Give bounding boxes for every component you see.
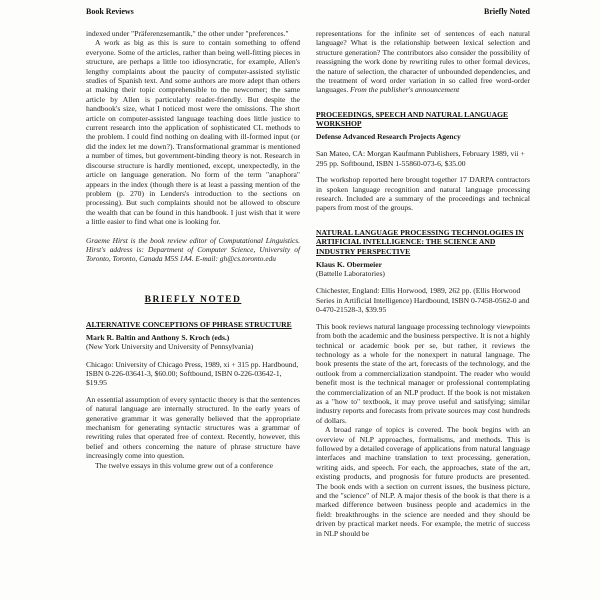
entry-authors: Defense Advanced Research Projects Agency: [316, 132, 461, 142]
reviewer-note: Graeme Hirst is the book review editor of Computational Linguistics. Hirst's address is: Department of Computer Science, University of Toronto, Toronto, Canada M5S 1A4. E-mail: gh@cs.toronto.edu: [86, 235, 300, 263]
carryover-paragraph: [316, 29, 530, 95]
entry-authors: Klaus K. Obermeier: [316, 259, 383, 269]
entry-publication-info: San Mateo, CA: Morgan Kaufmann Publishers, February 1989, vii + 295 pp. Softbound, ISBN 1-55860-073-6, $35.00: [316, 149, 525, 168]
entry-title: ALTERNATIVE CONCEPTIONS OF PHRASE STRUCTURE: [86, 320, 292, 330]
entry-paragraph: An essential assumption of every syntactic theory is that the sentences of natural language are internally structured. In the early years of generative grammar it was generally believed that the appropriate mechanism for generating syntactic structures was a grammar of rewriting rules that operated free of context. Recently, however, this belief and others concerning the nature of phrase structure have increasingly come into question.: [86, 394, 300, 461]
entry-paragraph: A broad range of topics is covered. The book begins with an overview of NLP approaches, formalisms, and methods. This is followed by a detailed coverage of applications from natural language interfaces and machine translation to text processing, generation, writing aids, and speech. For each, the approaches, state of the art, existing products, and prognosis for future products are presented. The book ends with a section on current issues, the business picture, and the "science" of NLP. A major thesis of the book is that there is a marked difference between business people and academics in the field: breakthroughs in the science are needed and they should be driven by practical market needs. For example, the metric of success in NLP should be: [316, 425, 530, 538]
review-paragraph: A work as big as this is sure to contain something to offend everyone. Some of the articles, rather than being well-fitting pieces in structure, are perhaps a little too idiosyncratic, for example, Allen's lengthy complaints about the paucity of computer-assisted stylistic studies of Spanish text. And some authors are more adept than others at making their topic comprehensible to the newcomer; the same article by Allen is particularly reader-friendly. But despite the handbook's size, what I noticed most were the omissions. The short article on computer-assisted language teaching does little justice to current research into the application of sophisticated CL methods to the problem. I could find nothing on dealing with ill-formed input (or did the index let me down?). Transformational grammar is mentioned a number of times, but government-binding theory is not. Research in discourse structure is hardly mentioned, except, unexpectedly, in the article on language generation. No form of the term "anaphora" appears in the index (though there is at least a passing mention of the problem (p. 270) in Lenders's introduction to the sections on processing). But such complaints should not be allowed to obscure the wealth that can be found in this handbook. I just wish that it were a little easier to find what one is looking for.: [86, 38, 300, 227]
book-entry-nlp-technologies: [316, 228, 530, 538]
entry-publication-info: Chicago: University of Chicago Press, 1989, xi + 315 pp. Hardbound, ISBN 0-226-03641-3, $60.00; Softbound, ISBN 0-226-03642-1, $19.95: [86, 359, 299, 388]
running-head-left: Book Reviews: [86, 7, 134, 16]
entry-paragraph: The twelve essays in this volume grew out of a conference: [95, 460, 273, 470]
entry-affiliation: (New York University and University of Pennsylvania): [86, 342, 254, 352]
entry-paragraph: The workshop reported here brought together 17 DARPA contractors in spoken language recognition and natural language processing research. Included are a summary of the proceedings and technical papers from most of the groups.: [316, 175, 530, 213]
two-column-layout: [86, 29, 530, 538]
publisher-attribution: From the publisher's announcement: [350, 85, 460, 95]
entry-paragraph: This book reviews natural language processing technology viewpoints from both the academic and the business perspective. It is not a highly technical or academic book per se, but rather, it reviews the technology as a whole for the nonexpert in natural language. The book presents the state of the art, forecasts of the technology, and the outlook from a commercialization standpoint. The reader who would benefit most is the technical manager or professional contemplating the commercialization of an NLP product. If the book is not mistaken as a "how to" textbook, it may prove useful and satisfying; similar industry reports and forecasts from private sources may cost hundreds of dollars.: [316, 321, 530, 425]
entry-title: NATURAL LANGUAGE PROCESSING TECHNOLOGIES IN ARTIFICIAL INTELLIGENCE: THE SCIENCE AND INDUSTRY PERSPECTIVE: [316, 227, 524, 257]
paragraph-text: representations for the infinite set of sentences of each natural language? What is the relationship between lexical selection and structure generation? The contributors also consider the possibility of reassigning the work done by rewriting rules to other formal devices, the nature of selection, the character of unbounded dependencies, and the treatment of word order variation in so called free word-order languages.: [316, 29, 530, 95]
running-head: [86, 7, 530, 16]
running-head-right: Briefly Noted: [484, 7, 530, 16]
entry-editors: Mark R. Baltin and Anthony S. Kroch (eds.): [86, 332, 230, 342]
entry-publication-info: Chichester, England: Ellis Horwood, 1989, 262 pp. (Ellis Horwood Series in Artificial Intelligence) Hardbound, ISBN 0-7458-0562-0 and 0-470-21528-3, $39.95: [316, 286, 530, 315]
entry-affiliation: (Battelle Laboratories): [316, 269, 385, 279]
left-column: [86, 29, 300, 538]
entry-title: PROCEEDINGS, SPEECH AND NATURAL LANGUAGE WORKSHOP: [316, 109, 509, 129]
book-entry-darpa-workshop: [316, 110, 530, 213]
right-column: [316, 29, 530, 538]
briefly-noted-heading: BRIEFLY NOTED: [144, 295, 242, 306]
carryover-paragraph: indexed under "Präferenzsemantik," the other under "preferences.": [86, 29, 289, 38]
book-entry-phrase-structure: [86, 320, 300, 470]
